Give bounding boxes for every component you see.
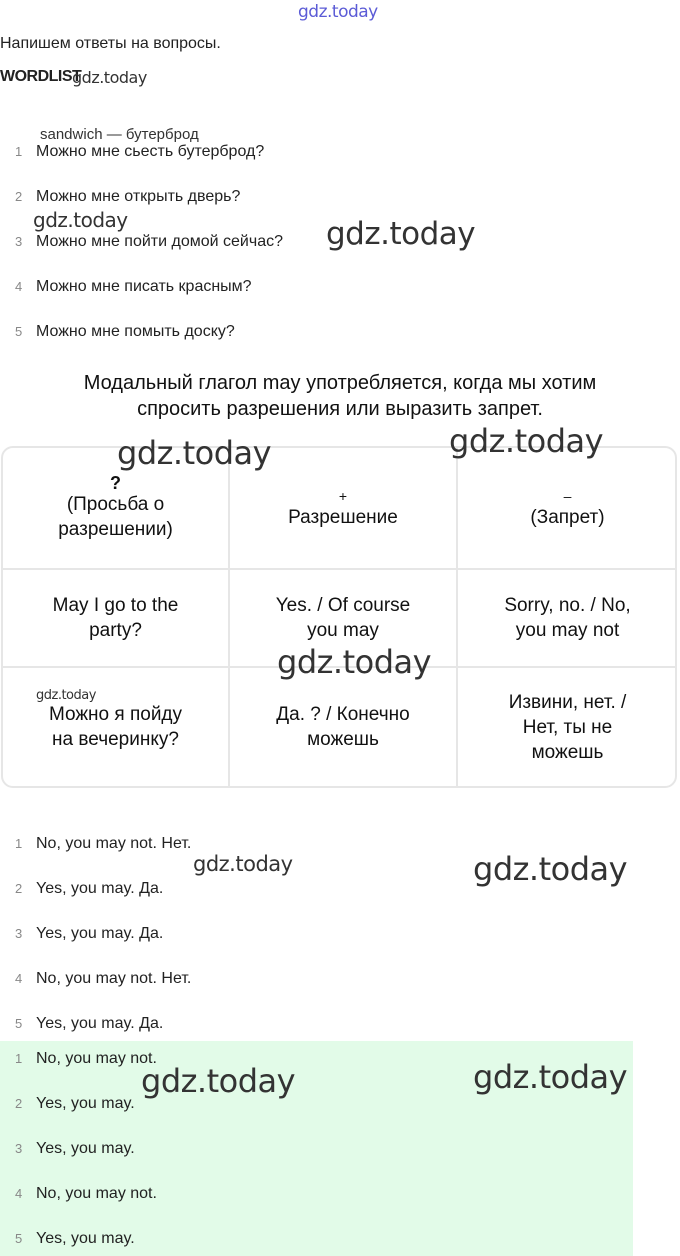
cell-line: Да. ? / Конечно <box>276 704 410 725</box>
cell-line: you may not <box>515 620 620 641</box>
plus-symbol: + <box>338 487 348 504</box>
item-number: 2 <box>15 189 23 204</box>
item-text: Yes, you may. <box>36 1140 135 1157</box>
item-text: Можно мне пойти домой сейчас? <box>36 233 283 250</box>
table-header-cell <box>458 448 677 568</box>
table-cell <box>3 668 228 786</box>
item-number: 4 <box>15 1186 23 1201</box>
grammar-note-line: Модальный глагол may употребляется, когда мы хотим <box>83 372 597 394</box>
cell-line: May I go to the <box>52 595 179 616</box>
item-number: 5 <box>15 1231 23 1246</box>
cell-line: Yes. / Of course <box>275 595 411 616</box>
question-symbol: ? <box>110 473 121 493</box>
cell-line: можешь <box>307 729 379 750</box>
item-text: No, you may not. <box>36 1185 157 1202</box>
item-number: 5 <box>15 324 23 339</box>
cell-line: you may <box>307 620 379 641</box>
item-text: Yes, you may. Да. <box>36 925 164 942</box>
item-text: No, you may not. <box>36 1050 157 1067</box>
cell-line: Извини, нет. / <box>508 691 627 713</box>
table-cell <box>458 570 677 666</box>
cell-line: party? <box>89 620 142 641</box>
item-number: 2 <box>15 1096 23 1111</box>
item-number: 3 <box>15 1141 23 1156</box>
watermark: gdz.today <box>117 434 272 472</box>
cell-line: Нет, ты не <box>522 716 613 738</box>
item-text: Yes, you may. Да. <box>36 880 164 897</box>
cell-line: (Просьба о <box>66 494 165 515</box>
cell-line: на вечеринку? <box>52 729 179 750</box>
item-number: 3 <box>15 926 23 941</box>
item-number: 1 <box>15 144 23 159</box>
intro-text: Напишем ответы на вопросы. <box>0 35 221 52</box>
watermark: gdz.today <box>473 850 628 888</box>
item-number: 4 <box>15 279 23 294</box>
item-text: No, you may not. Нет. <box>36 970 192 987</box>
wordlist-label: WORDLIST <box>0 68 82 85</box>
cell-line: разрешении) <box>58 519 173 540</box>
cell-line: можешь <box>531 741 604 763</box>
cell-line: (Запрет) <box>530 506 605 528</box>
item-text: Можно мне писать красным? <box>36 278 252 295</box>
item-text: Можно мне сьесть бутерброд? <box>36 143 265 160</box>
table-cell <box>230 668 456 786</box>
watermark: gdz.today <box>193 852 293 876</box>
watermark: gdz.today <box>326 216 476 252</box>
cell-line: Можно я пойду <box>48 704 183 725</box>
item-text: Yes, you may. Да. <box>36 1015 164 1032</box>
item-number: 4 <box>15 971 23 986</box>
item-number: 5 <box>15 1016 23 1031</box>
watermark: gdz.today <box>36 688 96 703</box>
grammar-note <box>0 370 680 422</box>
cell-line: Sorry, no. / No, <box>504 595 631 616</box>
table-cell <box>3 570 228 666</box>
item-text: Yes, you may. <box>36 1095 135 1112</box>
grammar-note-line: спросить разрешения или выразить запрет. <box>137 398 543 420</box>
wordlist-cut-line: sandwich — бутерброд <box>40 126 199 143</box>
item-number: 3 <box>15 234 23 249</box>
wordlist-watermark: gdz.today <box>72 68 147 87</box>
item-number: 2 <box>15 881 23 896</box>
item-text: No, you may not. Нет. <box>36 835 192 852</box>
top-watermark: gdz.today <box>298 2 378 22</box>
item-number: 1 <box>15 836 23 851</box>
watermark: gdz.today <box>33 208 128 232</box>
watermark: gdz.today <box>449 422 604 460</box>
item-text: Yes, you may. <box>36 1230 135 1247</box>
cell-line: Разрешение <box>288 506 398 528</box>
minus-symbol: – <box>563 487 572 504</box>
item-number: 1 <box>15 1051 23 1066</box>
may-table <box>1 446 677 788</box>
watermark: gdz.today <box>141 1062 296 1100</box>
table-cell <box>458 668 677 786</box>
item-text: Можно мне помыть доску? <box>36 323 235 340</box>
watermark: gdz.today <box>277 643 432 681</box>
watermark: gdz.today <box>473 1058 628 1096</box>
item-text: Можно мне открыть дверь? <box>36 188 241 205</box>
